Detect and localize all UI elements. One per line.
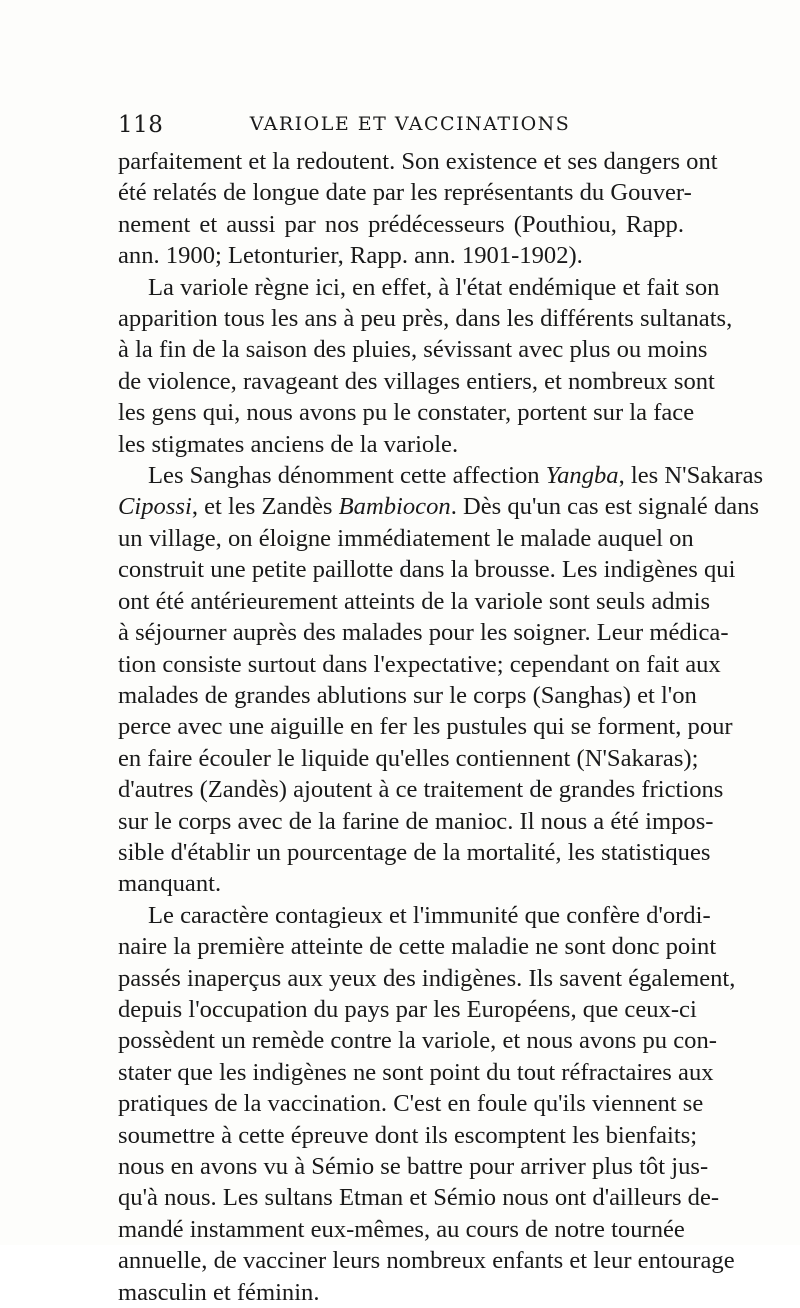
text-line: apparition tous les ans à peu près, dans les différents sultanats, <box>118 305 733 333</box>
text-line: mandé instamment eux-mêmes, au cours de notre tournée <box>118 1215 685 1243</box>
text-line: annuelle, de vacciner leurs nombreux enfants et leur entourage <box>118 1247 735 1275</box>
italic-term: Cipossi <box>118 493 192 521</box>
text-line: soumettre à cette épreuve dont ils escomptent les bienfaits; <box>118 1121 698 1149</box>
text-line: stater que les indigènes ne sont point du tout réfractaires aux <box>118 1058 714 1086</box>
text-line: malades de grandes ablutions sur le corps (Sanghas) et l'on <box>118 681 697 709</box>
running-title: VARIOLE ET VACCINATIONS <box>249 113 571 135</box>
text-line: perce avec une aiguille en fer les pustules qui se forment, pour <box>118 713 733 741</box>
text-line: sible d'établir un pourcentage de la mortalité, les statistiques <box>118 838 711 866</box>
text-line: parfaitement et la redoutent. Son existence et ses dangers ont <box>118 148 718 175</box>
italic-term: Bambiocon <box>338 493 451 521</box>
text-line: Le caractère contagieux et l'immunité que confère d'ordi- <box>148 901 711 929</box>
text-line: naire la première atteinte de cette maladie ne sont donc point <box>118 933 717 961</box>
text-line: nement et aussi par nos prédécesseurs (Pouthiou, Rapp. <box>118 210 684 238</box>
running-header <box>118 112 684 142</box>
text-line: pratiques de la vaccination. C'est en foule qu'ils viennent se <box>118 1090 704 1118</box>
body-text <box>118 146 764 1308</box>
text-line: à séjourner auprès des malades pour les soigner. Leur médica- <box>118 619 729 647</box>
text-line: un village, on éloigne immédiatement le malade auquel on <box>118 524 694 552</box>
paragraph <box>118 146 718 272</box>
italic-term: Yangba <box>545 462 619 490</box>
text-line: les stigmates anciens de la variole. <box>118 430 459 458</box>
paragraph <box>118 900 736 1308</box>
text-line: depuis l'occupation du pays par les Européens, que ceux-ci <box>118 995 697 1023</box>
text-line: tion consiste surtout dans l'expectative; cependant on fait aux <box>118 650 721 678</box>
text-line: Cipossi, et les Zandès Bambiocon. Dès qu'un cas est signalé dans <box>118 493 760 521</box>
text-line: passés inaperçus aux yeux des indigènes. Ils savent également, <box>118 964 736 992</box>
text-line: ont été antérieurement atteints de la variole sont seuls admis <box>118 587 711 615</box>
text-line: masculin et féminin. <box>118 1278 320 1306</box>
page-number: 118 <box>118 112 164 138</box>
text-line: ann. 1900; Letonturier, Rapp. ann. 1901-1902). <box>118 242 583 270</box>
text-line: Les Sanghas dénomment cette affection Yangba, les N'Sakaras <box>148 462 764 490</box>
text-line: manquant. <box>118 870 222 898</box>
text-line: en faire écouler le liquide qu'elles contiennent (N'Sakaras); <box>118 744 699 772</box>
text-line: les gens qui, nous avons pu le constater, portent sur la face <box>118 399 695 427</box>
text-line: de violence, ravageant des villages entiers, et nombreux sont <box>118 367 715 395</box>
paragraph <box>118 460 764 900</box>
text-line: sur le corps avec de la farine de manioc. Il nous a été impos- <box>118 807 714 835</box>
text-line: été relatés de longue date par les représentants du Gouver- <box>118 179 692 207</box>
text-line: possèdent un remède contre la variole, et nous avons pu con- <box>118 1027 717 1055</box>
text-line: La variole règne ici, en effet, à l'état endémique et fait son <box>148 273 720 301</box>
text-line: d'autres (Zandès) ajoutent à ce traitement de grandes frictions <box>118 776 724 804</box>
text-line: construit une petite paillotte dans la brousse. Les indigènes qui <box>118 556 736 584</box>
text-line: qu'à nous. Les sultans Etman et Sémio nous ont d'ailleurs de- <box>118 1184 720 1212</box>
paragraph <box>118 272 733 460</box>
text-line: nous en avons vu à Sémio se battre pour arriver plus tôt jus- <box>118 1153 709 1180</box>
text-line: à la fin de la saison des pluies, sévissant avec plus ou moins <box>118 336 708 364</box>
